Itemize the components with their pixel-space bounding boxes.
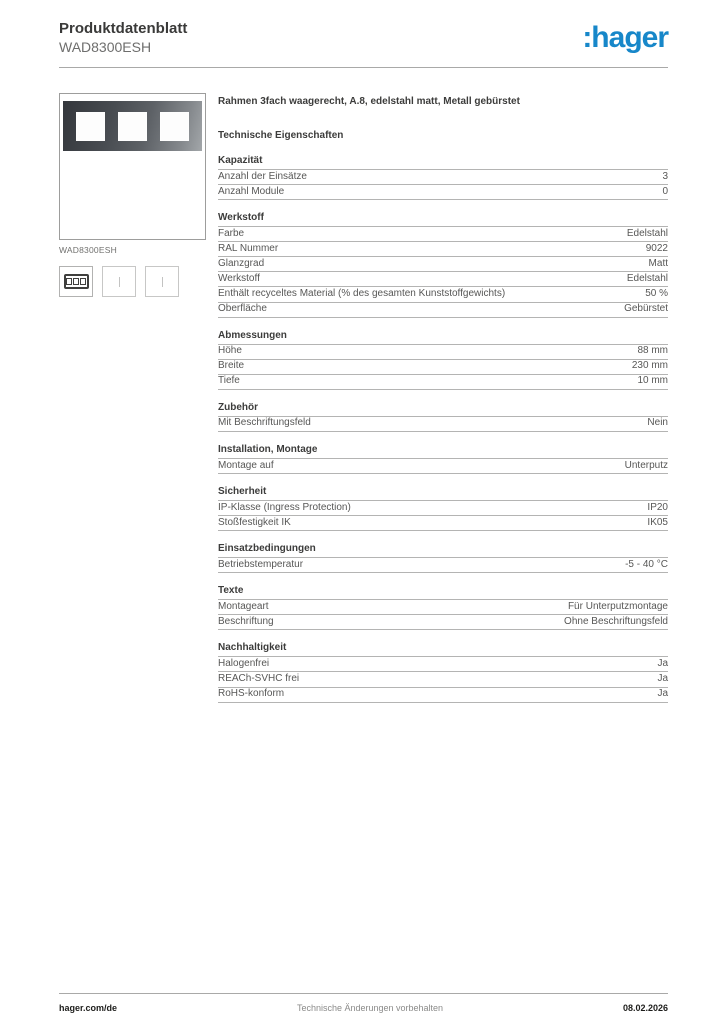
spec-row [218, 227, 668, 242]
footer-link[interactable]: hager.com/de [59, 1003, 118, 1013]
spec-row [218, 345, 668, 360]
tech-section [218, 445, 668, 474]
spec-value: Ja [657, 673, 668, 685]
tech-section [218, 403, 668, 432]
spec-label: Breite [218, 360, 245, 372]
spec-row [218, 287, 668, 302]
slot-placeholder-icon [119, 277, 120, 287]
spec-label: Mit Beschriftungsfeld [218, 417, 311, 429]
spec-label: Anzahl der Einsätze [218, 170, 307, 182]
section-title: Zubehör [218, 403, 668, 417]
spec-value: 10 mm [637, 375, 668, 387]
spec-row [218, 501, 668, 516]
section-title: Einsatzbedingungen [218, 544, 668, 558]
section-rows [218, 459, 668, 474]
tech-heading: Technische Eigenschaften [218, 130, 344, 141]
spec-value: Matt [648, 257, 668, 269]
tech-section [218, 331, 668, 390]
footer-divider [59, 993, 668, 994]
spec-value: Gebürstet [624, 303, 668, 315]
spec-value: IK05 [647, 516, 668, 528]
spec-label: RAL Nummer [218, 242, 279, 254]
spec-value: IP20 [647, 501, 668, 513]
header [59, 20, 187, 56]
section-title: Werkstoff [218, 213, 668, 227]
spec-label: Enthält recyceltes Material (% des gesamten Kunststoffgewichts) [218, 288, 506, 300]
spec-label: Stoßfestigkeit IK [218, 516, 291, 528]
frame-3gang-icon [64, 274, 89, 289]
spec-row [218, 459, 668, 474]
hager-logo: :hager [582, 21, 668, 54]
tech-section [218, 213, 668, 317]
thumbnail-frame-variant [59, 266, 93, 297]
page-title: Produktdatenblatt [59, 20, 188, 37]
frame-window [160, 112, 189, 141]
thumbnail-placeholder [102, 266, 136, 297]
tech-section [218, 544, 668, 573]
tech-section [218, 586, 668, 630]
spec-value: Unterputz [624, 459, 668, 471]
spec-row [218, 688, 668, 703]
tech-section [218, 643, 668, 702]
product-image-caption: WAD8300ESH [59, 245, 117, 255]
spec-row [218, 657, 668, 672]
section-title: Abmessungen [218, 331, 668, 345]
spec-value: Edelstahl [626, 272, 668, 284]
frame-window [118, 112, 147, 141]
spec-row [218, 672, 668, 687]
section-title: Texte [218, 586, 668, 600]
spec-row [218, 615, 668, 630]
spec-row [218, 600, 668, 615]
spec-label: RoHS-konform [218, 688, 285, 700]
spec-label: Farbe [218, 227, 245, 239]
frame-window [76, 112, 105, 141]
spec-row [218, 360, 668, 375]
section-rows [218, 600, 668, 630]
spec-value: 88 mm [637, 345, 668, 357]
spec-row [218, 375, 668, 390]
header-divider [59, 67, 668, 68]
spec-value: -5 - 40 °C [625, 558, 668, 570]
spec-label: Beschriftung [218, 615, 274, 627]
spec-label: Oberfläche [218, 303, 267, 315]
section-rows [218, 558, 668, 573]
spec-label: IP-Klasse (Ingress Protection) [218, 501, 351, 513]
spec-label: Betriebstemperatur [218, 558, 304, 570]
spec-value: 3 [662, 170, 668, 182]
spec-row [218, 303, 668, 318]
spec-value: Ja [657, 658, 668, 669]
spec-row [218, 417, 668, 432]
slot-placeholder-icon [162, 277, 163, 287]
section-rows [218, 345, 668, 390]
frame-3gang-graphic [63, 101, 202, 151]
product-code: WAD8300ESH [59, 39, 152, 55]
thumbnail-placeholder [145, 266, 179, 297]
spec-value: 230 mm [631, 360, 668, 372]
specs-column [218, 93, 668, 703]
spec-label: Montageart [218, 600, 269, 612]
spec-value: 50 % [645, 288, 668, 300]
section-title: Sicherheit [218, 487, 668, 501]
section-rows [218, 657, 668, 702]
spec-label: Höhe [218, 345, 242, 357]
spec-label: Halogenfrei [218, 658, 270, 669]
footer-note: Technische Änderungen vorbehalten [296, 1003, 444, 1013]
section-title: Installation, Montage [218, 445, 668, 459]
spec-row [218, 516, 668, 531]
tech-sections [218, 156, 668, 703]
spec-value: Für Unterputzmontage [567, 600, 668, 612]
spec-value: 0 [662, 185, 668, 197]
spec-value: Edelstahl [626, 227, 668, 239]
spec-row [218, 272, 668, 287]
spec-label: Montage auf [218, 459, 274, 471]
spec-value: Ja [657, 688, 668, 700]
tech-section [218, 156, 668, 200]
spec-row [218, 185, 668, 200]
section-rows [218, 417, 668, 432]
spec-value: Nein [647, 417, 668, 429]
spec-label: Tiefe [218, 375, 240, 387]
spec-label: Glanzgrad [218, 257, 265, 269]
spec-row [218, 257, 668, 272]
spec-label: Anzahl Module [218, 185, 285, 197]
spec-label: REACh-SVHC frei [218, 673, 300, 685]
spec-value: Ohne Beschriftungsfeld [564, 615, 668, 627]
footer [59, 993, 668, 1013]
spec-row [218, 558, 668, 573]
spec-row [218, 170, 668, 185]
tech-section [218, 487, 668, 531]
section-rows [218, 170, 668, 200]
spec-value: 9022 [645, 242, 668, 254]
section-title: Nachhaltigkeit [218, 643, 668, 657]
section-rows [218, 227, 668, 317]
product-image [59, 93, 206, 240]
thumbnail-row [59, 266, 209, 297]
spec-row [218, 242, 668, 257]
spec-label: Werkstoff [218, 272, 260, 284]
product-media-column [59, 93, 209, 297]
product-description: Rahmen 3fach waagerecht, A.8, edelstahl matt, Metall gebürstet [218, 96, 520, 107]
section-title: Kapazität [218, 156, 668, 170]
footer-date: 08.02.2026 [622, 1003, 668, 1013]
section-rows [218, 501, 668, 531]
